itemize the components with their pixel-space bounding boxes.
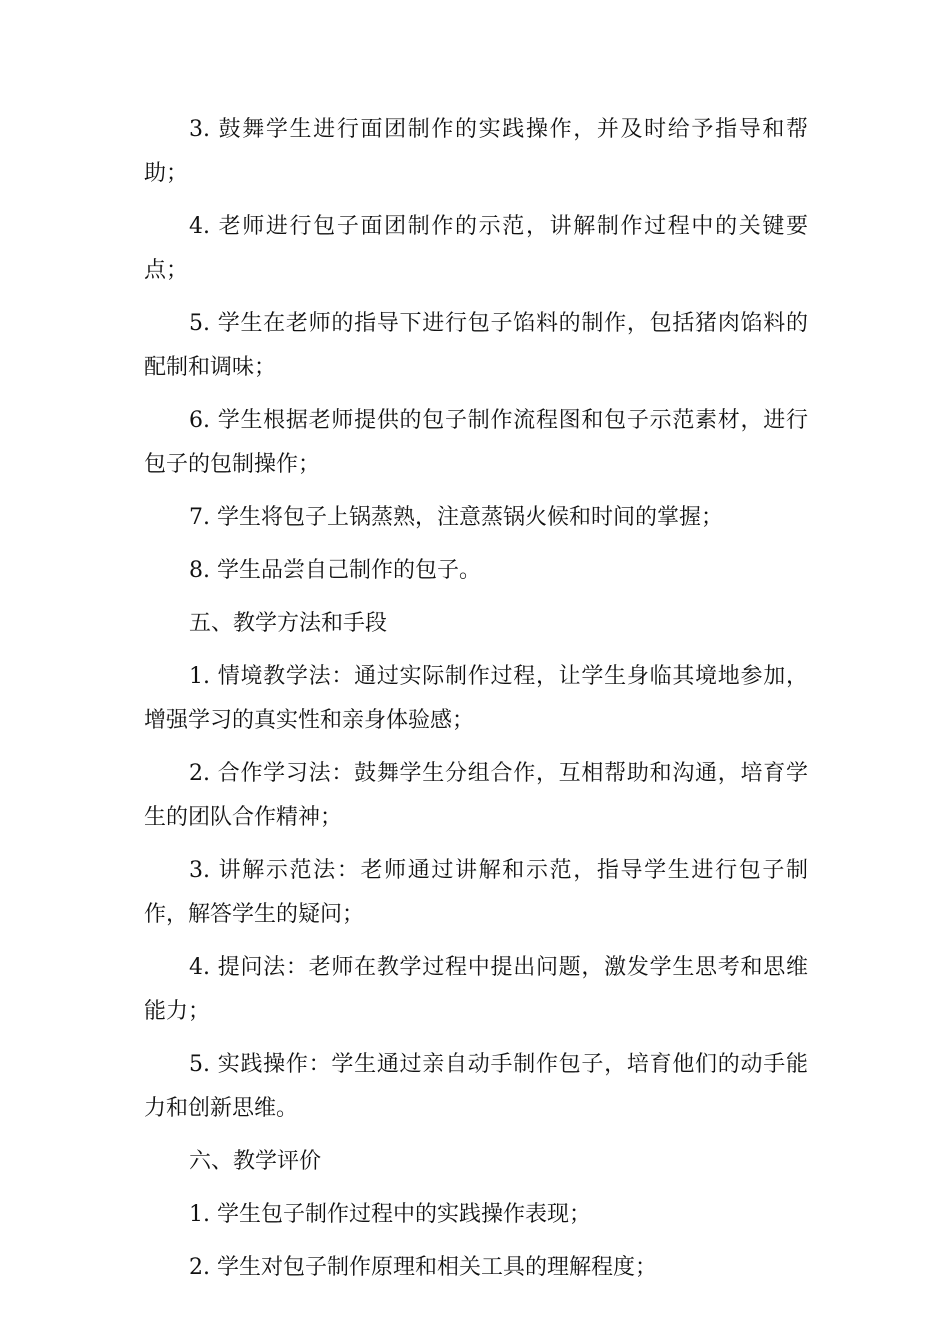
list-item: 2. 学生对包子制作原理和相关工具的理解程度；	[189, 1255, 657, 1280]
list-item: 1. 情境教学法：通过实际制作过程，让学生身临其境地参加，增强学习的真实性和亲身体验感；	[144, 664, 808, 733]
section-heading: 六、教学评价	[189, 1149, 322, 1174]
list-item: 6. 学生根据老师提供的包子制作流程图和包子示范素材，进行包子的包制操作；	[144, 408, 808, 477]
list-item: 4. 提问法：老师在教学过程中提出问题，激发学生思考和思维能力；	[144, 955, 808, 1024]
list-item: 3. 讲解示范法：老师通过讲解和示范，指导学生进行包子制作，解答学生的疑问；	[144, 858, 808, 927]
section-heading: 五、教学方法和手段	[189, 611, 388, 636]
list-item: 5. 实践操作：学生通过亲自动手制作包子，培育他们的动手能力和创新思维。	[144, 1052, 808, 1121]
document-body	[144, 108, 808, 1299]
list-item: 8. 学生品尝自己制作的包子。	[189, 558, 481, 583]
list-item: 5. 学生在老师的指导下进行包子馅料的制作，包括猪肉馅料的配制和调味；	[144, 311, 808, 380]
list-item: 7. 学生将包子上锅蒸熟，注意蒸锅火候和时间的掌握；	[189, 505, 723, 530]
list-item: 4. 老师进行包子面团制作的示范，讲解制作过程中的关键要点；	[144, 214, 808, 283]
list-item: 2. 合作学习法：鼓舞学生分组合作，互相帮助和沟通，培育学生的团队合作精神；	[144, 761, 808, 830]
list-item: 1. 学生包子制作过程中的实践操作表现；	[189, 1202, 591, 1227]
list-item: 3. 鼓舞学生进行面团制作的实践操作，并及时给予指导和帮助；	[144, 117, 808, 186]
